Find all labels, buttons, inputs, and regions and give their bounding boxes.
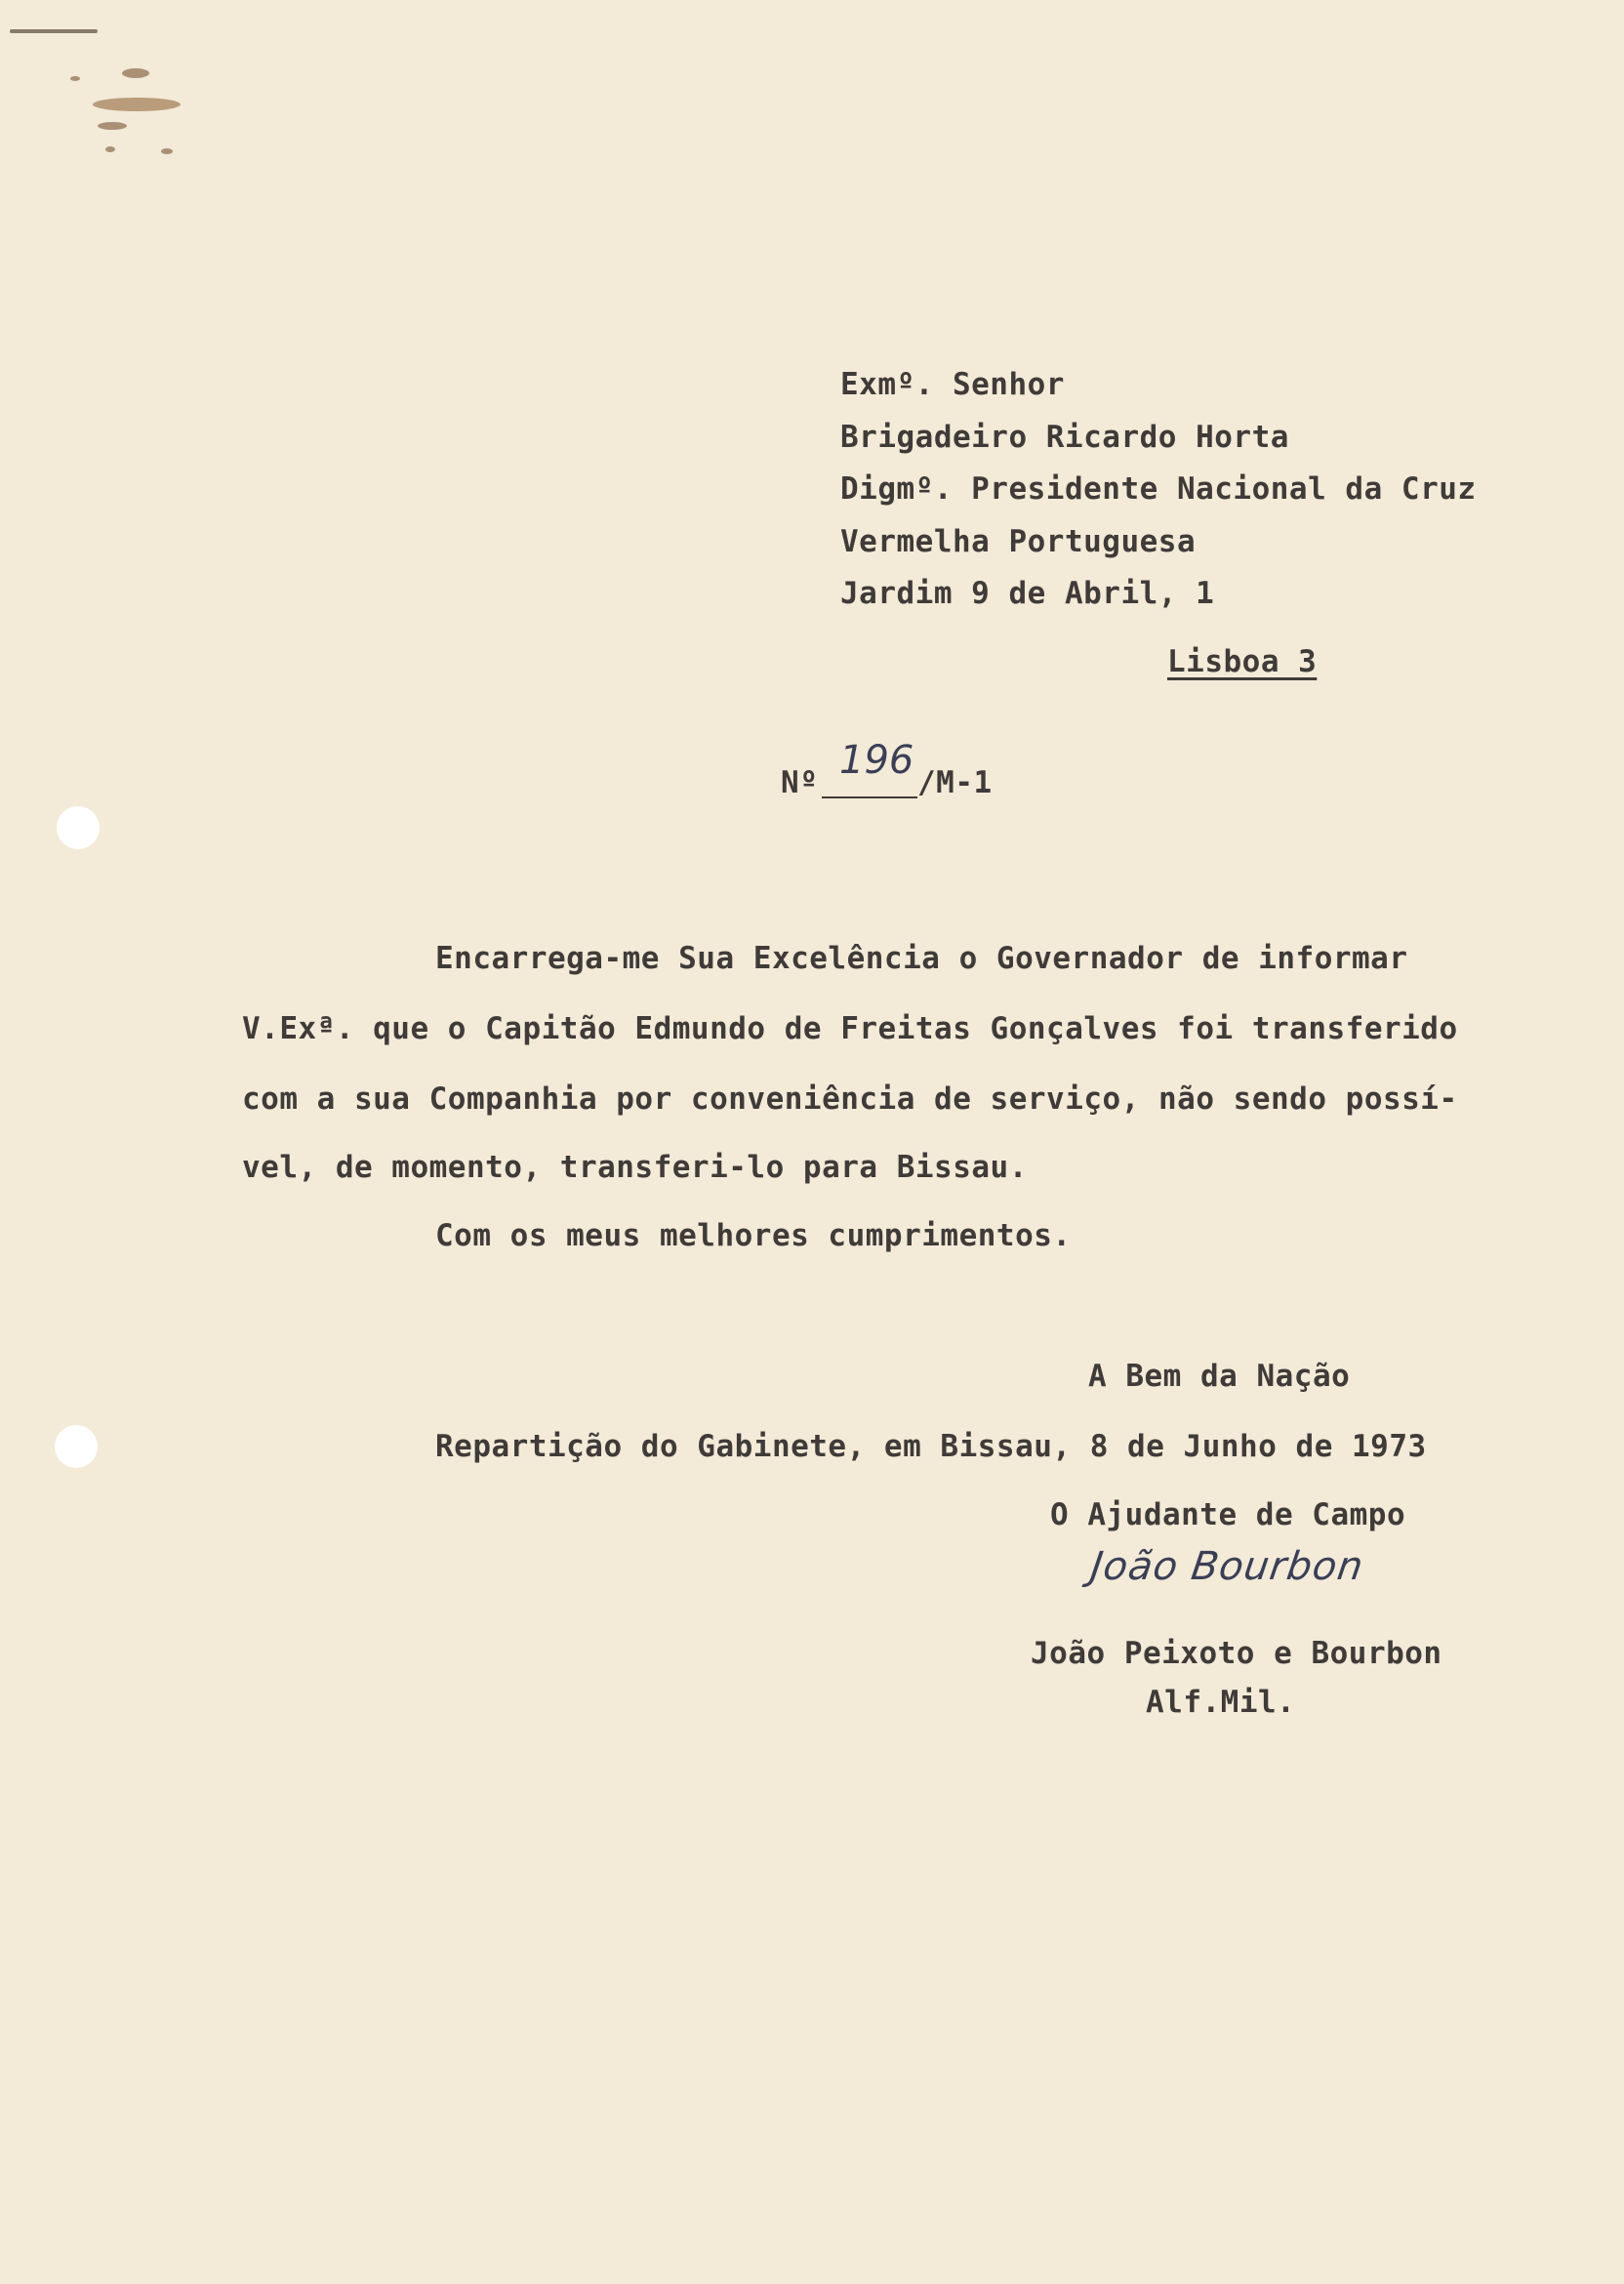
punch-hole-top [57, 806, 100, 849]
recipient-line-1: Exmº. Senhor [840, 367, 1065, 402]
place-and-date: Repartição do Gabinete, em Bissau, 8 de Junho de 1973 [435, 1429, 1427, 1464]
body-line-2: V.Exª. que o Capitão Edmundo de Freitas Gonçalves foi transferido [242, 1011, 1458, 1046]
punch-hole-bottom [55, 1425, 98, 1468]
recipient-line-4: Vermelha Portuguesa [840, 524, 1197, 559]
body-line-1: Encarrega-me Sua Excelência o Governador de informar [435, 941, 1408, 976]
reference-prefix: Nº [781, 765, 819, 800]
recipient-line-2: Brigadeiro Ricardo Horta [840, 420, 1289, 455]
recipient-city: Lisboa 3 [1167, 644, 1318, 679]
recipient-line-5: Jardim 9 de Abril, 1 [840, 576, 1215, 611]
body-closing: Com os meus melhores cumprimentos. [435, 1218, 1072, 1253]
body-line-3: com a sua Companhia por conveniência de serviço, não sendo possí- [242, 1081, 1458, 1117]
body-line-4: vel, de momento, transferi-lo para Bissau. [242, 1150, 1028, 1185]
reference-suffix: /M-1 [917, 765, 993, 800]
reference-handwritten-number: 196 [839, 738, 914, 783]
recipient-line-3: Digmº. Presidente Nacional da Cruz [840, 471, 1477, 507]
signer-rank: Alf.Mil. [1146, 1685, 1296, 1720]
handwritten-signature: João Bourbon [1087, 1544, 1367, 1589]
signer-name: João Peixoto e Bourbon [1031, 1636, 1442, 1671]
motto: A Bem da Nação [1088, 1359, 1351, 1394]
signer-role: O Ajudante de Campo [1050, 1497, 1406, 1532]
